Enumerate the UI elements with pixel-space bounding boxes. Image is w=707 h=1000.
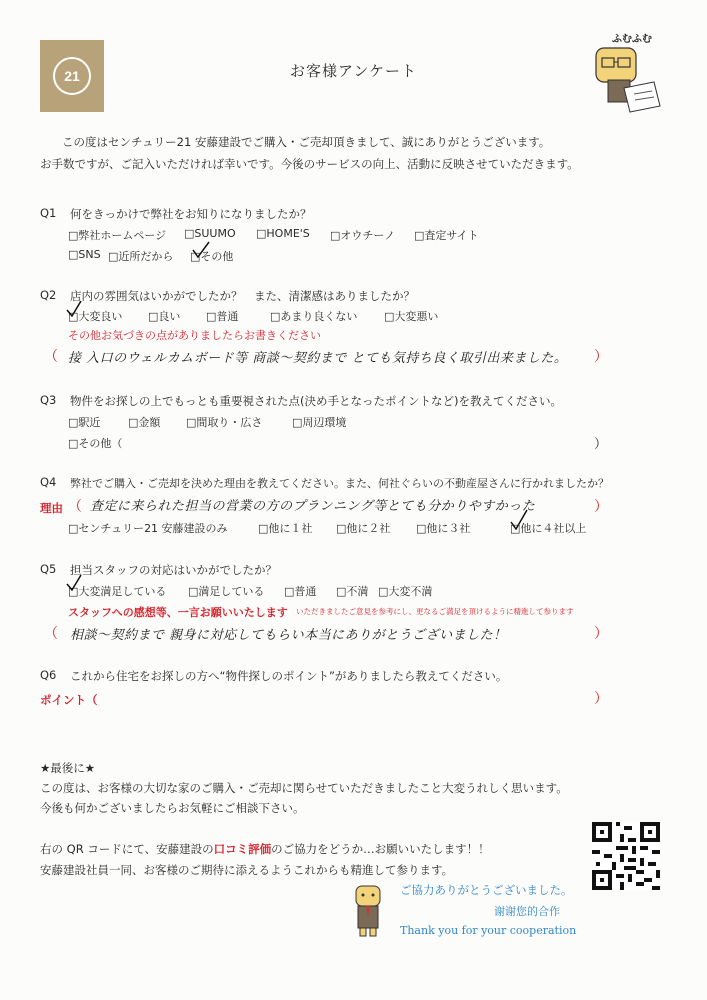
q4-label: Q4 — [40, 475, 57, 489]
closing-heading: ★最後に★ — [40, 761, 96, 775]
q2-close-paren: ） — [594, 349, 608, 365]
q5-check-mark — [64, 574, 84, 598]
q4-close-paren: ） — [594, 499, 608, 515]
qr-code[interactable] — [592, 822, 660, 890]
q6-point-label[interactable]: ポイント（ — [40, 693, 98, 707]
qr-request-pre: 右の QR コードにて、安藤建設の — [40, 842, 214, 856]
q1-label: Q1 — [40, 206, 57, 220]
q2-label: Q2 — [40, 288, 57, 302]
q2-open-paren: （ — [44, 349, 58, 365]
q4-check-mark — [508, 508, 530, 536]
q5-option-very-dissatisfied[interactable]: □大変不満 — [378, 585, 433, 598]
q2-prompt: その他お気づきの点がありましたらお書きください — [68, 329, 321, 342]
q6-close-paren: ） — [594, 691, 608, 707]
intro-line-1: この度はセンチュリー21 安藤建設でご購入・ご売却頂きまして、誠にありがとうございます。 — [62, 135, 551, 149]
q1-option-suumo[interactable]: □SUUMO — [184, 227, 236, 240]
q2-option-good[interactable]: □良い — [148, 310, 181, 323]
q1-check-mark — [190, 240, 212, 264]
q2-option-very-bad[interactable]: □大変悪い — [384, 310, 439, 323]
q3-option-other[interactable]: □その他（ — [68, 437, 123, 450]
q1-option-sns[interactable]: □SNS — [68, 248, 101, 261]
q1-option-nearby[interactable]: □近所だから — [108, 250, 174, 263]
thanks-english: Thank you for your cooperation — [400, 924, 577, 937]
q4-handwritten-answer[interactable]: 査定に来られた担当の営業の方のプランニング等とても分かりやすかった — [90, 499, 536, 514]
qr-request-line — [40, 841, 490, 857]
logo-text: 21 — [64, 68, 80, 84]
q2-option-not-good[interactable]: □あまり良くない — [270, 310, 358, 323]
q2-question: 店内の雰囲気はいかがでしたか？ また、清潔感はありましたか？ — [70, 289, 415, 303]
q1-option-other[interactable]: □その他 — [190, 250, 234, 263]
intro-line-2: お手数ですが、ご記入いただければ幸いです。今後のサービスの向上、活動に反映させていただきます。 — [40, 157, 579, 171]
page-title: お客様アンケート — [289, 62, 418, 80]
q5-handwritten-answer[interactable]: 相談～契約まで 親身に対応してもらい本当にありがとうございました！ — [70, 628, 507, 643]
q5-label: Q5 — [40, 562, 57, 576]
q4-open-paren: （ — [68, 499, 82, 515]
thanks-japanese: ご協力ありがとうございました。 — [400, 883, 573, 897]
closing-line-1: この度は、お客様の大切な家のご購入・ご売却に関らせていただきましたこと大変うれしく思います。 — [40, 781, 568, 795]
q3-option-layout[interactable]: □間取り・広さ — [186, 416, 263, 429]
q3-option-environment[interactable]: □周辺環境 — [292, 416, 347, 429]
q4-question: 弊社でご購入・ご売却を決めた理由を教えてください。また、何社ぐらいの不動産屋さんに行かれましたか？ — [70, 477, 609, 490]
q3-label: Q3 — [40, 393, 57, 407]
q1-option-ouchino[interactable]: □オウチーノ — [330, 229, 396, 242]
closing-line-2: 今後も何かございましたらお気軽にご相談下さい。 — [40, 801, 305, 815]
q1-option-homes[interactable]: □HOME'S — [256, 227, 310, 240]
qr-request-highlight: 口コミ評価 — [213, 842, 272, 856]
q4-option-only-us[interactable]: □センチュリー21 安藤建設のみ — [68, 522, 228, 535]
mascot-caption: ふむふむ — [612, 34, 652, 45]
q5-question: 担当スタッフの対応はいかがでしたか？ — [70, 563, 277, 577]
q2-handwritten-answer[interactable]: 接 入口のウェルカムボード等 商談～契約まで とても気持ち良く取引出来ました。 — [68, 351, 568, 366]
q5-option-dissatisfied[interactable]: □不満 — [336, 585, 369, 598]
q5-note: いただきましたご意見を参考にし、更なるご満足を頂けるように精進して参ります — [296, 607, 574, 616]
q2-check-mark — [64, 300, 84, 324]
q5-close-paren: ） — [594, 626, 608, 642]
q5-option-very-satisfied[interactable]: □大変満足している — [68, 585, 167, 598]
mascot-illustration — [578, 30, 668, 115]
q3-close-paren: ） — [594, 437, 608, 452]
q5-option-satisfied[interactable]: □満足している — [188, 585, 265, 598]
q1-option-satei-site[interactable]: □査定サイト — [414, 229, 479, 242]
q6-question: これから住宅をお探しの方へ“物件探しのポイント”がありましたら教えてください。 — [70, 669, 508, 683]
q3-option-station[interactable]: □駅近 — [68, 416, 101, 429]
q1-question: 何をきっかけで弊社をお知りになりましたか？ — [70, 207, 312, 221]
mascot-bottom-illustration — [348, 882, 388, 940]
q4-option-three-other[interactable]: □他に３社 — [416, 522, 471, 535]
q2-option-normal[interactable]: □普通 — [206, 310, 239, 323]
q2-option-very-good[interactable]: □大変良い — [68, 310, 123, 323]
q4-option-two-other[interactable]: □他に２社 — [336, 522, 391, 535]
q4-option-four-plus[interactable]: □他に４社以上 — [510, 522, 587, 535]
thanks-chinese: 谢谢您的合作 — [494, 905, 560, 918]
q4-reason-label: 理由 — [40, 501, 63, 515]
qr-request-post: のご協力をどうか…お願いいたします！！ — [271, 842, 490, 856]
staff-commit-line: 安藤建設社員一同、お客様のご期待に添えるようこれからも精進して参ります。 — [40, 863, 454, 877]
q3-option-price[interactable]: □金額 — [128, 416, 161, 429]
q5-option-normal[interactable]: □普通 — [284, 585, 317, 598]
q5-prompt: スタッフへの感想等、一言お願いいたします — [68, 606, 288, 619]
q5-open-paren: （ — [44, 626, 58, 642]
q6-label: Q6 — [40, 668, 57, 682]
q3-question: 物件をお探しの上でもっとも重要視された点(決め手となったポイントなど)を教えてください。 — [70, 394, 562, 408]
q1-option-homepage[interactable]: □弊社ホームページ — [68, 229, 167, 242]
q4-option-one-other[interactable]: □他に１社 — [258, 522, 313, 535]
